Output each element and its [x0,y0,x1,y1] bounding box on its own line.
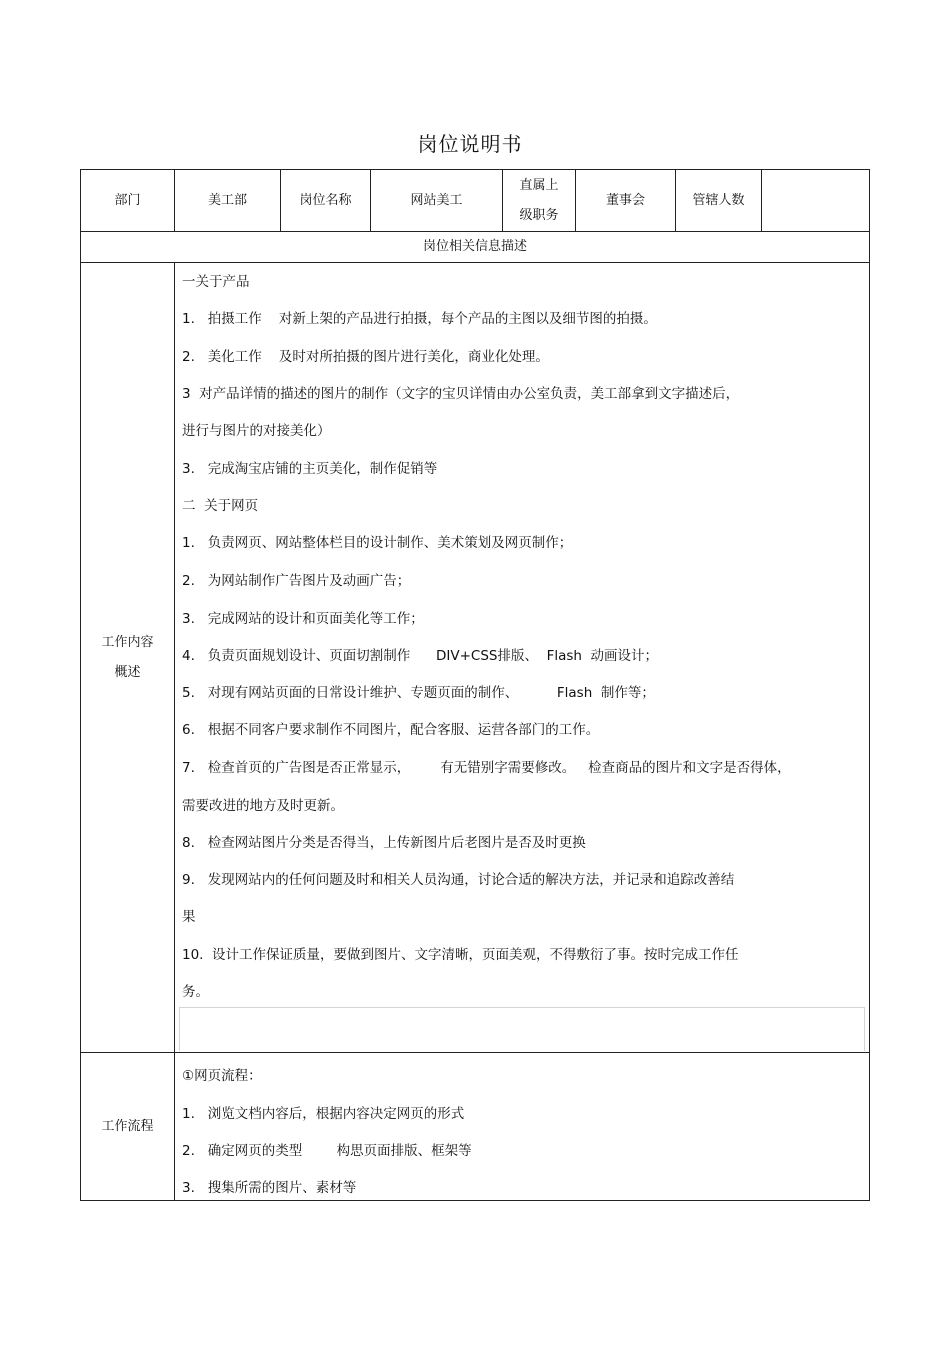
work-content-line: 8. 检查网站图片分类是否得当，上传新图片后老图片是否及时更换 [182,835,586,851]
work-content-line: 一关于产品 [182,274,250,290]
work-content-line: 果 [182,909,196,925]
work-content-line: 2. 为网站制作广告图片及动画广告； [182,573,411,589]
work-content-label-line1: 工作内容 [101,634,154,650]
row-divider [81,262,869,263]
superior-value: 董事会 [605,192,645,208]
work-content-line: 4. 负责页面规划设计、页面切割制作 DIV+CSS排版、 Flash 动画设计； [182,648,659,664]
workflow-line: 1. 浏览文档内容后，根据内容决定网页的形式 [182,1106,465,1122]
work-content-line: 1. 拍摄工作 对新上架的产品进行拍摄，每个产品的主图以及细节图的拍摄。 [182,311,657,327]
dept-label: 部门 [114,192,141,208]
work-content-line: 3 对产品详情的描述的图片的制作（文字的宝贝详情由办公室负责，美工部拿到文字描述后， [182,386,740,402]
workflow-line: 3. 搜集所需的图片、素材等 [182,1180,357,1196]
dept-value: 美工部 [207,192,247,208]
document-title: 岗位说明书 [417,132,523,156]
work-content-line: 进行与图片的对接美化） [182,423,331,439]
subordinates-value [762,170,869,231]
workflow-line: ①网页流程： [182,1068,262,1084]
work-content-line: 7. 检查首页的广告图是否正常显示， 有无错别字需要修改。 检查商品的图片和文字是否得体， [182,760,791,776]
work-content-label [81,263,174,1052]
work-content-line: 务。 [182,984,209,1000]
work-content-line: 二 关于网页 [182,498,259,514]
work-content-line: 3. 完成淘宝店铺的主页美化，制作促销等 [182,461,438,477]
work-content-line: 10. 设计工作保证质量，要做到图片、文字清晰，页面美观，不得敷衍了事。按时完成工作任 [182,947,739,963]
job-description-table [80,169,870,1201]
work-content-line: 5. 对现有网站页面的日常设计维护、专题页面的制作、 Flash 制作等； [182,685,655,701]
work-content-line: 3. 完成网站的设计和页面美化等工作； [182,611,424,627]
workflow-line: 2. 确定网页的类型 构思页面排版、框架等 [182,1143,472,1159]
work-content-line: 6. 根据不同客户要求制作不同图片，配合客服、运营各部门的工作。 [182,722,600,738]
work-content-line: 需要改进的地方及时更新。 [182,798,344,814]
position-label: 岗位名称 [299,192,352,208]
info-heading: 岗位相关信息描述 [422,239,527,254]
position-value: 网站美工 [410,192,463,208]
superior-label-line1: 直属上 [519,177,559,193]
work-content-line: 2. 美化工作 及时对所拍摄的图片进行美化，商业化处理。 [182,349,549,365]
work-content-line: 9. 发现网站内的任何问题及时和相关人员沟通，讨论合适的解决方法，并记录和追踪改善结 [182,872,735,888]
superior-label [503,170,575,231]
work-content-label-line2: 概述 [114,664,141,680]
workflow-label: 工作流程 [101,1118,154,1134]
work-content-line: 1. 负责网页、网站整体栏目的设计制作、美术策划及网页制作； [182,535,573,551]
subordinates-label: 管辖人数 [692,192,745,208]
row-divider [81,1052,869,1053]
empty-inner-box [179,1007,865,1051]
column-divider [174,262,175,1200]
superior-label-line2: 级职务 [519,207,559,223]
